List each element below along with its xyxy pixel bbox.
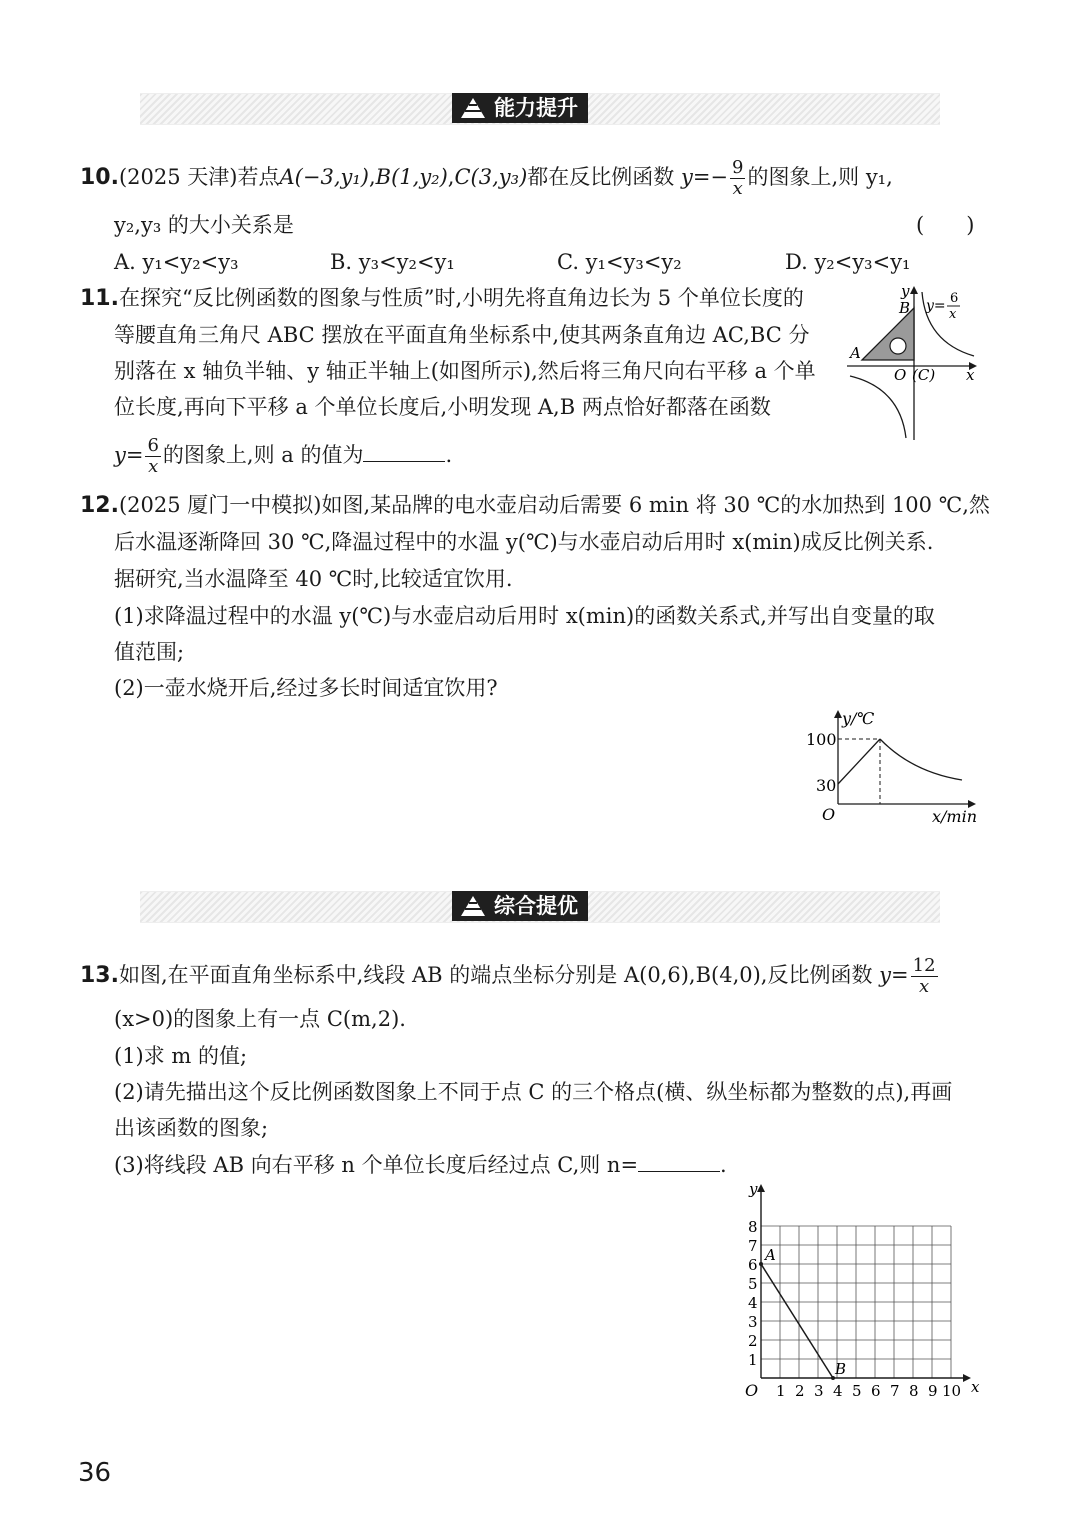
q12-line2: 后水温逐渐降回 30 ℃,降温过程中的水温 y(℃)与水壶启动后用时 x(min)成反比例关系. <box>114 530 934 554</box>
q11-fig-func-num: 6 <box>950 291 959 306</box>
q11-fig-func-lhs: y= <box>926 298 946 314</box>
y-tick-label: 4 <box>748 1294 758 1312</box>
q13-grid-lines <box>761 1226 951 1378</box>
q11-fig-b: B <box>899 299 911 317</box>
q13-text-1: 如图,在平面直角坐标系中,线段 AB 的端点坐标分别是 A(0,6),B(4,0),反比例函数 <box>118 963 873 987</box>
x-tick-label: 10 <box>942 1382 962 1400</box>
x-tick-label: 2 <box>795 1382 805 1400</box>
q10-option-b: B. y₃<y₂<y₁ <box>330 250 455 274</box>
q10-text-b: 都在反比例函数 <box>527 165 675 189</box>
page-number: 36 <box>78 1458 112 1488</box>
x-tick-label: 3 <box>814 1382 824 1400</box>
section-title-ability: 能力提升 <box>494 96 578 120</box>
q10-fraction <box>730 158 745 199</box>
q12-fig-30: 30 <box>816 776 837 795</box>
q13-line1 <box>80 956 940 997</box>
q13-line2: (x>0)的图象上有一点 C(m,2). <box>114 1007 406 1031</box>
q10-point-b: B(1,y₂) <box>375 165 448 189</box>
pyramid-icon <box>460 895 486 917</box>
y-tick-label: 1 <box>748 1351 758 1369</box>
section-header-comprehensive <box>452 891 588 921</box>
x-tick-label: 9 <box>928 1382 938 1400</box>
y-tick-label: 6 <box>748 1256 758 1274</box>
q11-frac-num: 6 <box>147 435 159 456</box>
section-title-comprehensive: 综合提优 <box>494 894 578 918</box>
q11-line1 <box>80 283 804 314</box>
q13-line6 <box>114 1150 727 1180</box>
q11-number: 11. <box>80 286 119 311</box>
q11-func-lhs: y= <box>114 443 144 467</box>
x-tick-label: 6 <box>871 1382 881 1400</box>
q13-period: . <box>720 1153 727 1177</box>
q11-fig-func-den: x <box>949 307 957 322</box>
q13-line4: (2)请先描出这个反比例函数图象上不同于点 C 的三个格点(横、纵坐标都为整数的点),再画 <box>114 1080 953 1104</box>
q10-option-a: A. y₁<y₂<y₃ <box>114 250 239 274</box>
q12-line5: 值范围; <box>114 640 185 664</box>
q11-period: . <box>445 443 453 467</box>
q10-line2: y₂,y₃ 的大小关系是 <box>114 213 294 237</box>
q12-text-1: (2025 厦门一中模拟)如图,某品牌的电水壶启动后需要 6 min 将 30 ℃的水加热到 100 ℃,然 <box>118 493 990 517</box>
y-tick-label: 7 <box>748 1237 758 1255</box>
q13-text-last: (3)将线段 AB 向右平移 n 个单位长度后经过点 C,则 n= <box>114 1153 639 1177</box>
q12-figure <box>800 700 990 830</box>
q11-line3: 别落在 x 轴负半轴、y 轴正半轴上(如图所示),然后将三角尺向右平移 a 个单 <box>114 359 816 383</box>
q11-fraction <box>145 436 160 477</box>
q11-line5 <box>114 436 452 477</box>
q12-fig-y-label: y/℃ <box>842 709 875 728</box>
q12-line1 <box>80 490 990 521</box>
q10-text-a: (2025 天津)若点 <box>118 165 280 189</box>
q13-fig-origin: O <box>745 1381 759 1400</box>
q13-frac-den: x <box>919 976 930 997</box>
q10-option-d: D. y₂<y₃<y₁ <box>785 250 911 274</box>
q12-fig-origin: O <box>822 805 836 824</box>
q13-grid-figure <box>735 1180 985 1410</box>
q12-fig-x-label: x/min <box>932 807 978 826</box>
q13-answer-blank[interactable] <box>638 1151 720 1172</box>
q11-text-last: 的图象上,则 a 的值为 <box>162 443 364 467</box>
pyramid-icon <box>460 97 486 119</box>
q11-answer-blank[interactable] <box>363 441 445 462</box>
q10-text-c: 的图象上,则 y₁, <box>747 165 893 189</box>
q12-line3: 据研究,当水温降至 40 ℃时,比较适宜饮用. <box>114 567 513 591</box>
q13-fig-x: x <box>971 1378 980 1396</box>
q12-line6: (2)一壶水烧开后,经过多长时间适宜饮用? <box>114 676 498 700</box>
section-header-ability <box>452 93 588 123</box>
q11-figure <box>842 280 982 445</box>
q13-frac-num: 12 <box>912 955 936 976</box>
q11-fig-a: A <box>850 344 861 362</box>
x-tick-label: 8 <box>909 1382 919 1400</box>
q10-frac-num: 9 <box>732 157 744 178</box>
q10-func-lhs: y=− <box>680 165 729 189</box>
q10-line1: 10.(2025 天津)若点A(−3,y₁),B(1,y₂),C(3,y₃)都在反比例函数 y=− $\frac{9}{x}$ 的图象上,则 y₁, <box>80 157 893 199</box>
q13-fig-a: A <box>765 1246 776 1264</box>
q11-text-1: 在探究“反比例函数的图象与性质”时,小明先将直角边长为 5 个单位长度的 <box>118 286 804 310</box>
q13-fig-b: B <box>835 1360 847 1378</box>
y-tick-label: 8 <box>748 1218 758 1236</box>
q11-line2: 等腰直角三角尺 ABC 摆放在平面直角坐标系中,使其两条直角边 AC,BC 分 <box>114 323 810 347</box>
q11-line4: 位长度,再向下平移 a 个单位长度后,小明发现 A,B 两点恰好都落在函数 <box>114 395 771 419</box>
x-tick-label: 4 <box>833 1382 843 1400</box>
q12-number: 12. <box>80 493 119 518</box>
q13-line3: (1)求 m 的值; <box>114 1044 248 1068</box>
q13-func-lhs: y= <box>879 963 909 987</box>
y-tick-label: 2 <box>748 1332 758 1350</box>
q13-line5: 出该函数的图象; <box>114 1116 269 1140</box>
q10-option-c: C. y₁<y₃<y₂ <box>557 250 682 274</box>
x-tick-label: 7 <box>890 1382 900 1400</box>
q12-fig-100: 100 <box>806 730 837 749</box>
q11-fig-o: O <box>894 366 907 384</box>
x-tick-label: 1 <box>776 1382 786 1400</box>
q10-frac-den: x <box>732 178 743 199</box>
q10-number: 10. <box>80 165 119 190</box>
q10-point-c: C(3,y₃) <box>454 165 528 189</box>
q13-fraction <box>911 956 938 997</box>
q13-fig-y: y <box>749 1180 758 1198</box>
q10-answer-paren: ( ) <box>916 213 975 237</box>
q11-frac-den: x <box>148 456 159 477</box>
q10-point-a: A(−3,y₁) <box>279 165 369 189</box>
y-tick-label: 5 <box>748 1275 758 1293</box>
x-tick-label: 5 <box>852 1382 862 1400</box>
q12-line4: (1)求降温过程中的水温 y(℃)与水壶启动后用时 x(min)的函数关系式,并写出自变量的取 <box>114 604 935 628</box>
q11-fig-c: (C) <box>912 366 936 384</box>
q13-number: 13. <box>80 963 119 988</box>
q11-fig-x: x <box>966 366 975 384</box>
y-tick-label: 3 <box>748 1313 758 1331</box>
q11-fig-y: y <box>901 282 910 300</box>
